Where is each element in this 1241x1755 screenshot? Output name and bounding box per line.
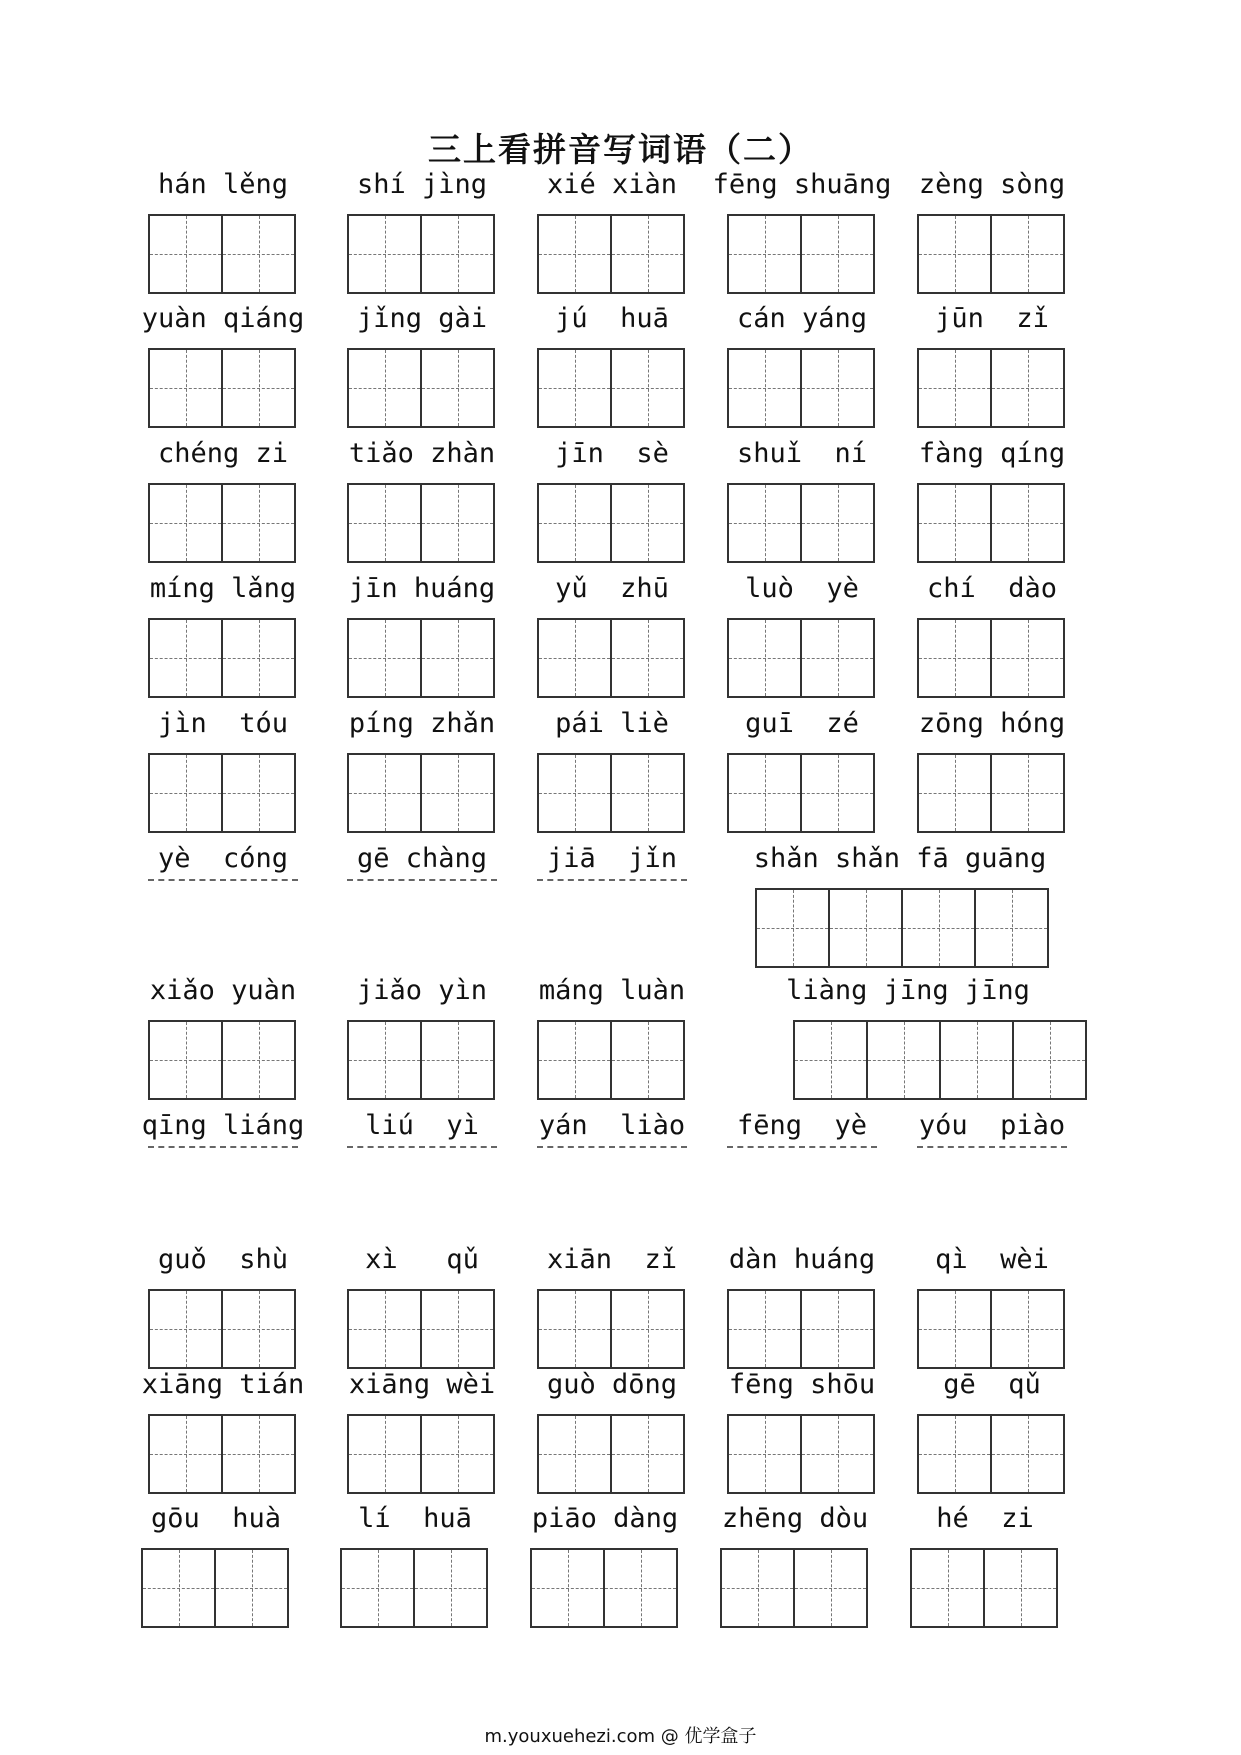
answer-line[interactable] [537, 1146, 687, 1148]
writing-cell[interactable] [537, 1414, 612, 1494]
writing-cell[interactable] [537, 214, 612, 294]
character-grid [727, 483, 875, 563]
pinyin-label: chí dào [926, 573, 1058, 604]
character-grid [727, 618, 875, 698]
pinyin-label: lí huā [358, 1503, 472, 1534]
writing-cell[interactable] [610, 483, 685, 563]
pinyin-label: cán yáng [736, 303, 868, 334]
writing-cell[interactable] [221, 1289, 296, 1369]
writing-cell[interactable] [420, 618, 495, 698]
character-grid [347, 618, 495, 698]
writing-cell[interactable] [420, 1414, 495, 1494]
writing-cell[interactable] [537, 483, 612, 563]
character-grid [148, 1289, 296, 1369]
pinyin-label: pái liè [555, 708, 669, 739]
writing-cell[interactable] [990, 348, 1065, 428]
writing-cell[interactable] [537, 1289, 612, 1369]
pinyin-label: hé zi [936, 1503, 1034, 1534]
pinyin-label: jǐng gài [356, 303, 488, 334]
writing-cell[interactable] [610, 1020, 685, 1100]
writing-cell[interactable] [603, 1548, 678, 1628]
pinyin-label: shuǐ ní [736, 438, 868, 469]
writing-cell[interactable] [148, 1289, 223, 1369]
character-grid [340, 1548, 488, 1628]
writing-cell[interactable] [148, 753, 223, 833]
character-grid [148, 1020, 296, 1100]
pinyin-label: fēng shuāng [712, 169, 892, 200]
writing-cell[interactable] [221, 1414, 296, 1494]
writing-cell[interactable] [148, 483, 223, 563]
character-grid [917, 214, 1065, 294]
writing-cell[interactable] [990, 214, 1065, 294]
writing-cell[interactable] [347, 214, 422, 294]
writing-cell[interactable] [917, 753, 992, 833]
writing-cell[interactable] [347, 348, 422, 428]
character-grid [148, 214, 296, 294]
pinyin-label: zōng hóng [918, 708, 1066, 739]
writing-cell[interactable] [420, 1020, 495, 1100]
pinyin-label: xì qǔ [365, 1244, 479, 1275]
pinyin-label: xiǎo yuàn [149, 975, 297, 1006]
writing-cell[interactable] [148, 618, 223, 698]
pinyin-label: gōu huà [150, 1503, 282, 1534]
writing-cell[interactable] [727, 1414, 802, 1494]
writing-cell[interactable] [148, 1414, 223, 1494]
writing-cell[interactable] [530, 1548, 605, 1628]
writing-cell[interactable] [866, 1020, 941, 1100]
writing-cell[interactable] [727, 618, 802, 698]
writing-cell[interactable] [974, 888, 1049, 968]
character-grid [727, 753, 875, 833]
pinyin-label: luò yè [745, 573, 859, 604]
pinyin-label: fēng yè [736, 1110, 868, 1141]
pinyin-label: yóu piào [918, 1110, 1066, 1141]
pinyin-label: fàng qíng [918, 438, 1066, 469]
pinyin-label: xiān zǐ [546, 1244, 678, 1275]
writing-cell[interactable] [1012, 1020, 1087, 1100]
character-grid [755, 888, 1049, 968]
writing-cell[interactable] [917, 1289, 992, 1369]
character-grid [917, 1414, 1065, 1494]
character-grid [347, 753, 495, 833]
character-grid [537, 1289, 685, 1369]
character-grid [720, 1548, 868, 1628]
character-grid [537, 1020, 685, 1100]
page-title: 三上看拼音写词语（二） [428, 130, 813, 169]
writing-cell[interactable] [990, 1414, 1065, 1494]
writing-cell[interactable] [800, 753, 875, 833]
writing-cell[interactable] [148, 214, 223, 294]
character-grid [537, 753, 685, 833]
writing-cell[interactable] [610, 348, 685, 428]
writing-cell[interactable] [420, 214, 495, 294]
character-grid [537, 1414, 685, 1494]
writing-cell[interactable] [720, 1548, 795, 1628]
writing-cell[interactable] [917, 214, 992, 294]
pinyin-label: tiǎo zhàn [348, 438, 496, 469]
writing-cell[interactable] [727, 1289, 802, 1369]
pinyin-label: yè cóng [157, 843, 289, 874]
writing-cell[interactable] [910, 1548, 985, 1628]
writing-cell[interactable] [901, 888, 976, 968]
character-grid [537, 214, 685, 294]
character-grid [148, 348, 296, 428]
writing-cell[interactable] [917, 618, 992, 698]
writing-cell[interactable] [800, 1414, 875, 1494]
writing-cell[interactable] [420, 483, 495, 563]
writing-cell[interactable] [793, 1548, 868, 1628]
character-grid [347, 214, 495, 294]
pinyin-label: piāo dàng [531, 1503, 679, 1534]
writing-cell[interactable] [727, 348, 802, 428]
writing-cell[interactable] [983, 1548, 1058, 1628]
writing-cell[interactable] [214, 1548, 289, 1628]
writing-cell[interactable] [347, 1020, 422, 1100]
character-grid [727, 348, 875, 428]
writing-cell[interactable] [917, 348, 992, 428]
character-grid [917, 753, 1065, 833]
answer-line[interactable] [347, 879, 497, 881]
pinyin-label: liú yì [365, 1110, 479, 1141]
pinyin-label: yuàn qiáng [141, 303, 305, 334]
writing-cell[interactable] [610, 1414, 685, 1494]
writing-cell[interactable] [141, 1548, 216, 1628]
pinyin-label: zèng sòng [918, 169, 1066, 200]
writing-cell[interactable] [221, 214, 296, 294]
writing-cell[interactable] [610, 618, 685, 698]
writing-cell[interactable] [755, 888, 830, 968]
writing-cell[interactable] [537, 753, 612, 833]
character-grid [148, 1414, 296, 1494]
writing-cell[interactable] [221, 483, 296, 563]
pinyin-label: dàn huáng [728, 1244, 876, 1275]
writing-cell[interactable] [800, 214, 875, 294]
pinyin-label: hán lěng [157, 169, 289, 200]
writing-cell[interactable] [347, 753, 422, 833]
character-grid [910, 1548, 1058, 1628]
writing-cell[interactable] [610, 214, 685, 294]
pinyin-label: xié xiàn [546, 169, 678, 200]
writing-cell[interactable] [800, 348, 875, 428]
writing-cell[interactable] [148, 348, 223, 428]
pinyin-label: máng luàn [538, 975, 686, 1006]
character-grid [917, 483, 1065, 563]
footer-watermark: m.youxuehezi.com @ 优学盒子 [484, 1726, 757, 1747]
pinyin-label: yǔ zhū [555, 573, 669, 604]
character-grid [148, 753, 296, 833]
character-grid [537, 348, 685, 428]
writing-cell[interactable] [340, 1548, 415, 1628]
writing-cell[interactable] [347, 483, 422, 563]
character-grid [727, 214, 875, 294]
writing-cell[interactable] [793, 1020, 868, 1100]
pinyin-label: chéng zi [157, 438, 289, 469]
pinyin-label: guò dōng [546, 1369, 678, 1400]
writing-cell[interactable] [420, 1289, 495, 1369]
writing-cell[interactable] [537, 348, 612, 428]
character-grid [537, 483, 685, 563]
character-grid [917, 1289, 1065, 1369]
writing-cell[interactable] [221, 753, 296, 833]
character-grid [141, 1548, 289, 1628]
writing-cell[interactable] [828, 888, 903, 968]
pinyin-label: fēng shōu [728, 1369, 876, 1400]
pinyin-label: qīng liáng [141, 1110, 305, 1141]
character-grid [727, 1289, 875, 1369]
writing-cell[interactable] [610, 1289, 685, 1369]
writing-cell[interactable] [413, 1548, 488, 1628]
writing-cell[interactable] [221, 1020, 296, 1100]
pinyin-label: zhēng dòu [721, 1503, 869, 1534]
pinyin-label: guǒ shù [157, 1244, 289, 1275]
pinyin-label: qì wèi [935, 1244, 1049, 1275]
pinyin-label: yán liào [538, 1110, 686, 1141]
answer-line[interactable] [347, 1146, 497, 1148]
pinyin-label: jīn sè [555, 438, 669, 469]
character-grid [347, 1414, 495, 1494]
character-grid [347, 483, 495, 563]
writing-cell[interactable] [917, 483, 992, 563]
pinyin-label: gē chàng [356, 843, 488, 874]
character-grid [537, 618, 685, 698]
writing-cell[interactable] [990, 753, 1065, 833]
character-grid [347, 1289, 495, 1369]
pinyin-label: jú huā [555, 303, 669, 334]
writing-cell[interactable] [939, 1020, 1014, 1100]
writing-cell[interactable] [727, 753, 802, 833]
writing-cell[interactable] [800, 618, 875, 698]
writing-cell[interactable] [347, 1414, 422, 1494]
answer-line[interactable] [148, 1146, 298, 1148]
character-grid [917, 348, 1065, 428]
writing-cell[interactable] [990, 618, 1065, 698]
character-grid [347, 1020, 495, 1100]
character-grid [793, 1020, 1087, 1100]
writing-cell[interactable] [221, 618, 296, 698]
answer-line[interactable] [727, 1146, 877, 1148]
character-grid [917, 618, 1065, 698]
writing-cell[interactable] [727, 483, 802, 563]
writing-cell[interactable] [347, 1289, 422, 1369]
pinyin-label: míng lǎng [149, 573, 297, 604]
pinyin-label: jiǎo yìn [356, 975, 488, 1006]
character-grid [148, 483, 296, 563]
character-grid [347, 348, 495, 428]
answer-line[interactable] [537, 879, 687, 881]
writing-cell[interactable] [537, 1020, 612, 1100]
pinyin-label: jiā jǐn [546, 843, 678, 874]
pinyin-label: jūn zǐ [935, 303, 1049, 334]
writing-cell[interactable] [990, 483, 1065, 563]
writing-cell[interactable] [420, 348, 495, 428]
pinyin-label: jìn tóu [157, 708, 289, 739]
pinyin-label: guī zé [745, 708, 859, 739]
pinyin-label: píng zhǎn [348, 708, 496, 739]
pinyin-label: liàng jīng jīng [786, 975, 1030, 1006]
pinyin-label: xiāng tián [141, 1369, 305, 1400]
writing-cell[interactable] [800, 483, 875, 563]
writing-cell[interactable] [221, 348, 296, 428]
pinyin-label: shí jìng [356, 169, 488, 200]
writing-cell[interactable] [537, 618, 612, 698]
writing-cell[interactable] [148, 1020, 223, 1100]
writing-cell[interactable] [610, 753, 685, 833]
character-grid [530, 1548, 678, 1628]
pinyin-label: jīn huáng [348, 573, 496, 604]
pinyin-label: xiāng wèi [348, 1369, 496, 1400]
answer-line[interactable] [917, 1146, 1067, 1148]
writing-cell[interactable] [347, 618, 422, 698]
writing-cell[interactable] [727, 214, 802, 294]
pinyin-label: gē qǔ [943, 1369, 1041, 1400]
writing-cell[interactable] [990, 1289, 1065, 1369]
character-grid [148, 618, 296, 698]
writing-cell[interactable] [420, 753, 495, 833]
pinyin-label: shǎn shǎn fā guāng [753, 843, 1047, 874]
character-grid [727, 1414, 875, 1494]
writing-cell[interactable] [917, 1414, 992, 1494]
writing-cell[interactable] [800, 1289, 875, 1369]
answer-line[interactable] [148, 879, 298, 881]
